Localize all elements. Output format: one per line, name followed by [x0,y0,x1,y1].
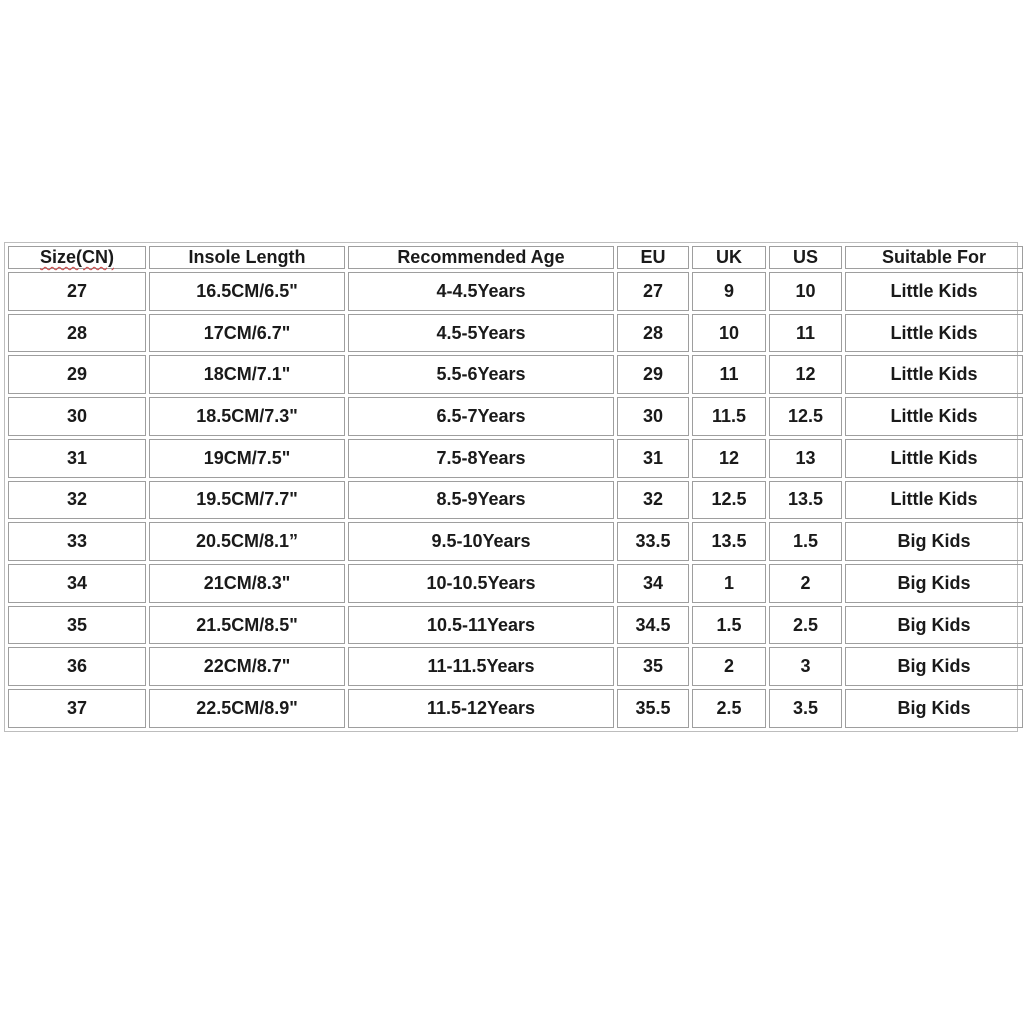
cell-size-cn: 32 [8,481,146,520]
cell-uk: 1.5 [692,606,766,645]
table-row [8,564,1023,603]
cell-recommended-age: 4.5-5Years [348,314,614,353]
cell-insole-length: 16.5CM/6.5" [149,272,345,311]
cell-uk: 12.5 [692,481,766,520]
header-suitable-for: Suitable For [845,246,1023,269]
table-row [8,355,1023,394]
cell-eu: 34.5 [617,606,689,645]
cell-suitable-for: Big Kids [845,606,1023,645]
cell-insole-length: 17CM/6.7" [149,314,345,353]
cell-size-cn: 35 [8,606,146,645]
cell-recommended-age: 6.5-7Years [348,397,614,436]
table-row [8,439,1023,478]
table-row [8,314,1023,353]
cell-eu: 32 [617,481,689,520]
header-insole-length: Insole Length [149,246,345,269]
table-row [8,481,1023,520]
cell-recommended-age: 9.5-10Years [348,522,614,561]
table-row [8,606,1023,645]
cell-suitable-for: Little Kids [845,439,1023,478]
cell-us: 2.5 [769,606,842,645]
cell-us: 3.5 [769,689,842,728]
cell-suitable-for: Little Kids [845,314,1023,353]
header-row [8,246,1023,269]
cell-recommended-age: 10.5-11Years [348,606,614,645]
cell-eu: 30 [617,397,689,436]
cell-us: 12 [769,355,842,394]
cell-us: 1.5 [769,522,842,561]
cell-eu: 27 [617,272,689,311]
cell-size-cn: 34 [8,564,146,603]
cell-us: 10 [769,272,842,311]
cell-uk: 13.5 [692,522,766,561]
cell-size-cn: 30 [8,397,146,436]
cell-us: 13.5 [769,481,842,520]
table-row [8,647,1023,686]
header-size-cn [8,246,146,269]
header-size-cn-label: Size(CN) [39,247,114,267]
cell-eu: 35.5 [617,689,689,728]
cell-suitable-for: Big Kids [845,564,1023,603]
cell-recommended-age: 11-11.5Years [348,647,614,686]
cell-eu: 31 [617,439,689,478]
cell-uk: 1 [692,564,766,603]
header-recommended-age: Recommended Age [348,246,614,269]
cell-insole-length: 18CM/7.1" [149,355,345,394]
header-eu: EU [617,246,689,269]
cell-us: 13 [769,439,842,478]
table-row [8,522,1023,561]
cell-us: 2 [769,564,842,603]
cell-uk: 11.5 [692,397,766,436]
size-chart-body [8,272,1023,728]
cell-suitable-for: Little Kids [845,397,1023,436]
cell-suitable-for: Big Kids [845,522,1023,561]
cell-us: 3 [769,647,842,686]
cell-uk: 2 [692,647,766,686]
cell-eu: 33.5 [617,522,689,561]
cell-size-cn: 31 [8,439,146,478]
cell-insole-length: 19.5CM/7.7" [149,481,345,520]
cell-uk: 9 [692,272,766,311]
cell-size-cn: 36 [8,647,146,686]
cell-recommended-age: 4-4.5Years [348,272,614,311]
cell-recommended-age: 11.5-12Years [348,689,614,728]
table-row [8,689,1023,728]
cell-recommended-age: 5.5-6Years [348,355,614,394]
size-chart-table [5,243,1024,731]
cell-suitable-for: Big Kids [845,647,1023,686]
cell-eu: 28 [617,314,689,353]
header-uk: UK [692,246,766,269]
table-row [8,397,1023,436]
cell-insole-length: 22CM/8.7" [149,647,345,686]
cell-recommended-age: 10-10.5Years [348,564,614,603]
size-chart [4,242,1018,732]
cell-uk: 2.5 [692,689,766,728]
cell-insole-length: 22.5CM/8.9" [149,689,345,728]
cell-recommended-age: 8.5-9Years [348,481,614,520]
cell-suitable-for: Little Kids [845,355,1023,394]
cell-eu: 29 [617,355,689,394]
cell-insole-length: 19CM/7.5" [149,439,345,478]
cell-uk: 11 [692,355,766,394]
cell-insole-length: 20.5CM/8.1” [149,522,345,561]
header-us: US [769,246,842,269]
cell-insole-length: 21CM/8.3" [149,564,345,603]
cell-size-cn: 28 [8,314,146,353]
cell-suitable-for: Little Kids [845,481,1023,520]
cell-insole-length: 18.5CM/7.3" [149,397,345,436]
table-row [8,272,1023,311]
cell-size-cn: 27 [8,272,146,311]
cell-eu: 34 [617,564,689,603]
cell-size-cn: 37 [8,689,146,728]
cell-eu: 35 [617,647,689,686]
cell-suitable-for: Big Kids [845,689,1023,728]
cell-suitable-for: Little Kids [845,272,1023,311]
cell-insole-length: 21.5CM/8.5" [149,606,345,645]
cell-uk: 10 [692,314,766,353]
cell-us: 12.5 [769,397,842,436]
cell-recommended-age: 7.5-8Years [348,439,614,478]
cell-size-cn: 29 [8,355,146,394]
cell-uk: 12 [692,439,766,478]
cell-us: 11 [769,314,842,353]
cell-size-cn: 33 [8,522,146,561]
